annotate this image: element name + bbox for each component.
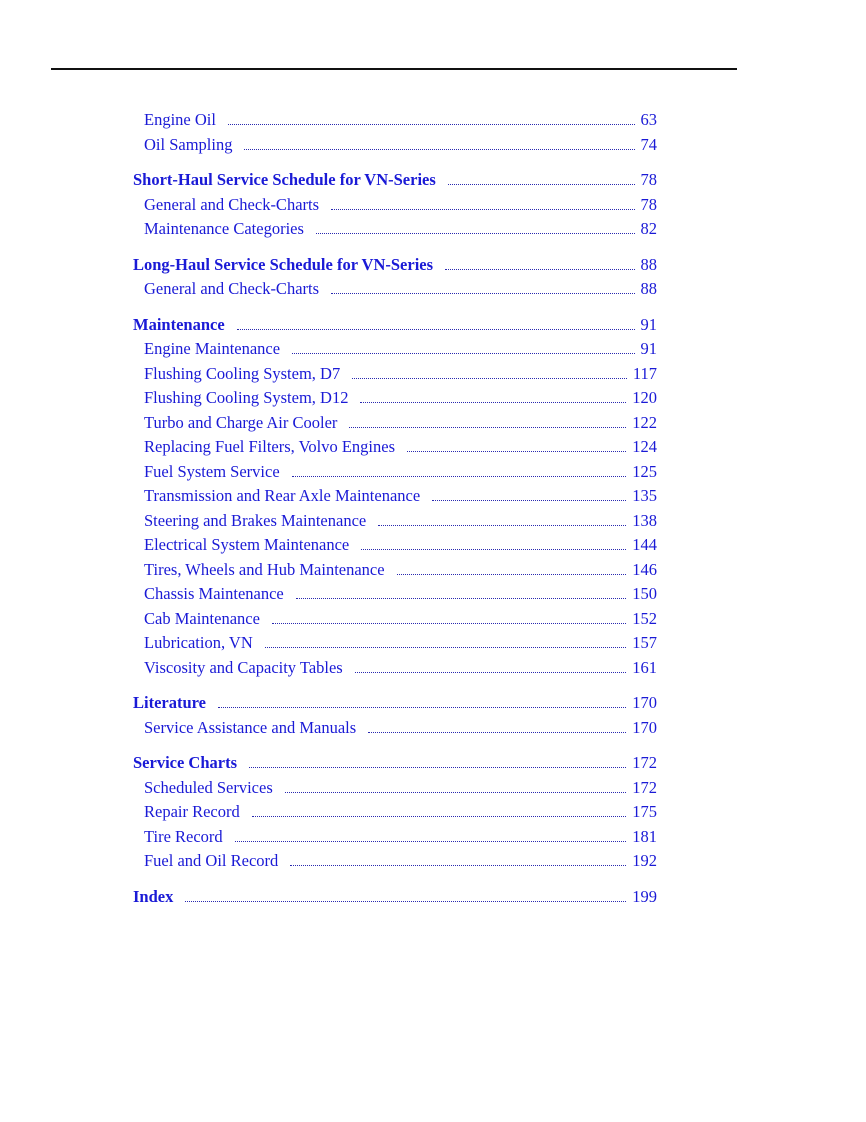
dot-leader: [296, 598, 626, 599]
toc-entry-page-number: 91: [640, 314, 657, 334]
toc-entry-title: Maintenance Categories: [144, 219, 304, 238]
toc-entry-link[interactable]: [133, 631, 657, 656]
toc-entry-title: Service Assistance and Manuals: [144, 717, 357, 737]
dot-leader: [244, 149, 634, 150]
toc-entry-link[interactable]: [133, 484, 657, 509]
toc-entry-page-number: 78: [640, 170, 657, 189]
toc-entry-title: Repair Record: [144, 802, 240, 821]
toc-entry-page-number: 78: [640, 194, 657, 214]
dot-leader: [316, 233, 635, 234]
toc-entry-title: Literature: [133, 693, 207, 712]
toc-entry-page-number: 175: [632, 802, 657, 821]
toc-entry-link[interactable]: [133, 849, 657, 874]
toc-entry-link[interactable]: [133, 656, 657, 681]
toc-entry-page-number: 122: [632, 412, 657, 432]
toc-section-link[interactable]: [133, 751, 657, 776]
dot-leader: [292, 353, 634, 354]
toc-entry-title: Transmission and Rear Axle Maintenance: [144, 486, 421, 505]
toc-entry-title: Tire Record: [144, 826, 223, 846]
toc-entry-title: Lubrication, VN: [144, 633, 253, 652]
dot-leader: [407, 451, 626, 452]
dot-leader: [292, 476, 627, 477]
dot-leader: [349, 427, 626, 428]
dot-leader: [272, 623, 626, 624]
toc-entry-page-number: 91: [640, 339, 657, 358]
dot-leader: [397, 574, 627, 575]
toc-entry-page-number: 170: [632, 693, 657, 712]
toc-entry-link[interactable]: [133, 411, 657, 436]
toc-entry-title: General and Check-Charts: [144, 279, 320, 298]
toc-section-link[interactable]: [133, 691, 657, 716]
toc-entry-page-number: 152: [632, 608, 657, 628]
toc-entry-link[interactable]: [133, 108, 657, 133]
dot-leader: [290, 865, 626, 866]
toc-entry-page-number: 146: [632, 559, 657, 579]
toc-entry-page-number: 124: [632, 437, 657, 456]
toc-entry-title: Oil Sampling: [144, 134, 233, 154]
toc-entry-title: Service Charts: [133, 753, 238, 772]
toc-entry-link[interactable]: [133, 337, 657, 362]
dot-leader: [432, 500, 626, 501]
toc-entry-title: Fuel System Service: [144, 461, 280, 481]
toc-entry-title: Chassis Maintenance: [144, 584, 284, 603]
toc-entry-title: Steering and Brakes Maintenance: [144, 510, 367, 530]
toc-entry-link[interactable]: [133, 509, 657, 534]
toc-entry-link[interactable]: [133, 776, 657, 801]
toc-entry-page-number: 172: [632, 777, 657, 797]
dot-leader: [361, 549, 626, 550]
toc-entry-page-number: 135: [632, 486, 657, 505]
toc-section-link[interactable]: [133, 885, 657, 910]
dot-leader: [285, 792, 626, 793]
dot-leader: [331, 209, 634, 210]
toc-entry-title: Scheduled Services: [144, 777, 273, 797]
dot-leader: [368, 732, 626, 733]
dot-leader: [252, 816, 626, 817]
toc-entry-link[interactable]: [133, 133, 657, 158]
toc-entry-title: Short-Haul Service Schedule for VN-Series: [133, 170, 436, 189]
dot-leader: [445, 269, 634, 270]
dot-leader: [185, 901, 626, 902]
table-of-contents: [133, 108, 657, 909]
dot-leader: [331, 293, 634, 294]
dot-leader: [352, 378, 627, 379]
toc-entry-title: General and Check-Charts: [144, 194, 320, 214]
toc-entry-title: Long-Haul Service Schedule for VN-Series: [133, 254, 434, 274]
toc-entry-title: Flushing Cooling System, D12: [144, 388, 349, 407]
toc-section-link[interactable]: [133, 168, 657, 193]
toc-entry-page-number: 199: [632, 886, 657, 906]
toc-entry-page-number: 120: [632, 388, 657, 407]
toc-entry-title: Index: [133, 886, 174, 906]
toc-entry-page-number: 138: [632, 510, 657, 530]
toc-entry-link[interactable]: [133, 825, 657, 850]
dot-leader: [235, 841, 627, 842]
toc-entry-page-number: 161: [632, 657, 657, 677]
dot-leader: [249, 767, 626, 768]
toc-entry-link[interactable]: [133, 217, 657, 242]
toc-entry-page-number: 144: [632, 535, 657, 554]
toc-entry-title: Viscosity and Capacity Tables: [144, 657, 343, 677]
toc-entry-page-number: 63: [640, 110, 657, 129]
toc-section-link[interactable]: [133, 313, 657, 338]
toc-entry-title: Turbo and Charge Air Cooler: [144, 412, 338, 432]
toc-entry-page-number: 170: [632, 717, 657, 737]
toc-entry-link[interactable]: [133, 607, 657, 632]
dot-leader: [360, 402, 626, 403]
toc-entry-page-number: 157: [632, 633, 657, 652]
toc-entry-link[interactable]: [133, 386, 657, 411]
toc-entry-link[interactable]: [133, 716, 657, 741]
toc-entry-page-number: 192: [632, 851, 657, 870]
dot-leader: [265, 647, 626, 648]
toc-entry-link[interactable]: [133, 277, 657, 302]
toc-entry-link[interactable]: [133, 435, 657, 460]
toc-entry-link[interactable]: [133, 800, 657, 825]
toc-entry-link[interactable]: [133, 533, 657, 558]
toc-entry-title: Tires, Wheels and Hub Maintenance: [144, 559, 385, 579]
dot-leader: [355, 672, 627, 673]
dot-leader: [218, 707, 626, 708]
toc-entry-title: Maintenance: [133, 314, 225, 334]
toc-section-link[interactable]: [133, 253, 657, 278]
toc-entry-title: Electrical System Maintenance: [144, 535, 350, 554]
toc-entry-title: Engine Maintenance: [144, 339, 281, 358]
toc-entry-link[interactable]: [133, 362, 657, 387]
dot-leader: [228, 124, 635, 125]
toc-entry-link[interactable]: [133, 460, 657, 485]
toc-entry-page-number: 117: [632, 363, 657, 383]
toc-entry-page-number: 172: [632, 753, 657, 772]
toc-entry-page-number: 150: [632, 584, 657, 603]
toc-entry-title: Cab Maintenance: [144, 608, 260, 628]
toc-entry-page-number: 88: [640, 279, 657, 298]
toc-entry-page-number: 82: [640, 219, 657, 238]
toc-entry-page-number: 88: [640, 254, 657, 274]
toc-entry-link[interactable]: [133, 193, 657, 218]
toc-entry-link[interactable]: [133, 582, 657, 607]
toc-entry-title: Replacing Fuel Filters, Volvo Engines: [144, 437, 396, 456]
header-rule: [51, 68, 737, 70]
toc-entry-page-number: 181: [632, 826, 657, 846]
toc-entry-title: Fuel and Oil Record: [144, 851, 279, 870]
toc-entry-page-number: 125: [632, 461, 657, 481]
toc-entry-page-number: 74: [640, 134, 657, 154]
dot-leader: [378, 525, 626, 526]
dot-leader: [448, 184, 635, 185]
toc-entry-link[interactable]: [133, 558, 657, 583]
toc-entry-title: Engine Oil: [144, 110, 216, 129]
toc-entry-title: Flushing Cooling System, D7: [144, 363, 341, 383]
dot-leader: [237, 329, 635, 330]
